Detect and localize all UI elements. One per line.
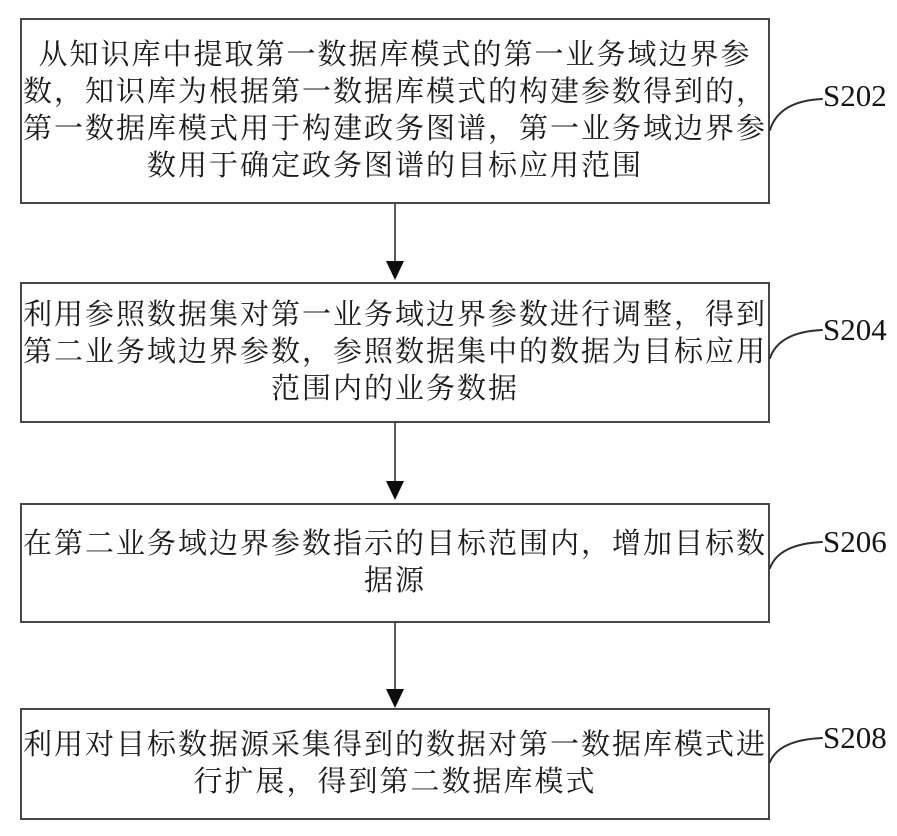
step-label-s208: S208: [823, 720, 887, 755]
step-box-s202: [20, 18, 770, 204]
connector-line: [394, 204, 396, 262]
arrow-down-icon: [386, 481, 404, 500]
step-label-s202: S202: [823, 78, 887, 113]
arrow-down-icon: [386, 689, 404, 708]
step-box-s208: [20, 708, 770, 820]
step-text-line: 据源: [363, 565, 426, 597]
step-text-line: 第二业务域边界参数，参照数据集中的数据为目标应用: [22, 336, 767, 368]
arrow-down-icon: [386, 261, 404, 280]
step-text-line: 在第二业务域边界参数指示的目标范围内，增加目标数: [22, 528, 767, 560]
step-text-line: 数，知识库为根据第一数据库模式的构建参数得到的，: [22, 76, 767, 108]
step-text-line: 利用对目标数据源采集得到的数据对第一数据库模式进: [22, 729, 767, 761]
step-text-line: 第一数据库模式用于构建政务图谱，第一业务域边界参: [22, 113, 767, 145]
step-label-s206: S206: [823, 524, 887, 559]
step-box-s206: [20, 503, 770, 623]
step-box-s204: [20, 282, 770, 423]
connector-line: [394, 623, 396, 690]
leader-curve-s206: [753, 530, 823, 582]
leader-curve-s202: [753, 86, 823, 138]
step-text-line: 行扩展，得到第二数据库模式: [193, 766, 597, 798]
leader-curve-s208: [753, 726, 823, 778]
leader-curve-s204: [753, 318, 823, 370]
step-text-line: 从知识库中提取第一数据库模式的第一业务域边界参: [38, 39, 752, 71]
step-text-line: 范围内的业务数据: [270, 373, 519, 405]
connector-line: [394, 423, 396, 482]
step-text-line: 数用于确定政务图谱的目标应用范围: [146, 150, 643, 182]
step-label-s204: S204: [823, 312, 887, 347]
step-text-line: 利用参照数据集对第一业务域边界参数进行调整，得到: [22, 299, 767, 331]
